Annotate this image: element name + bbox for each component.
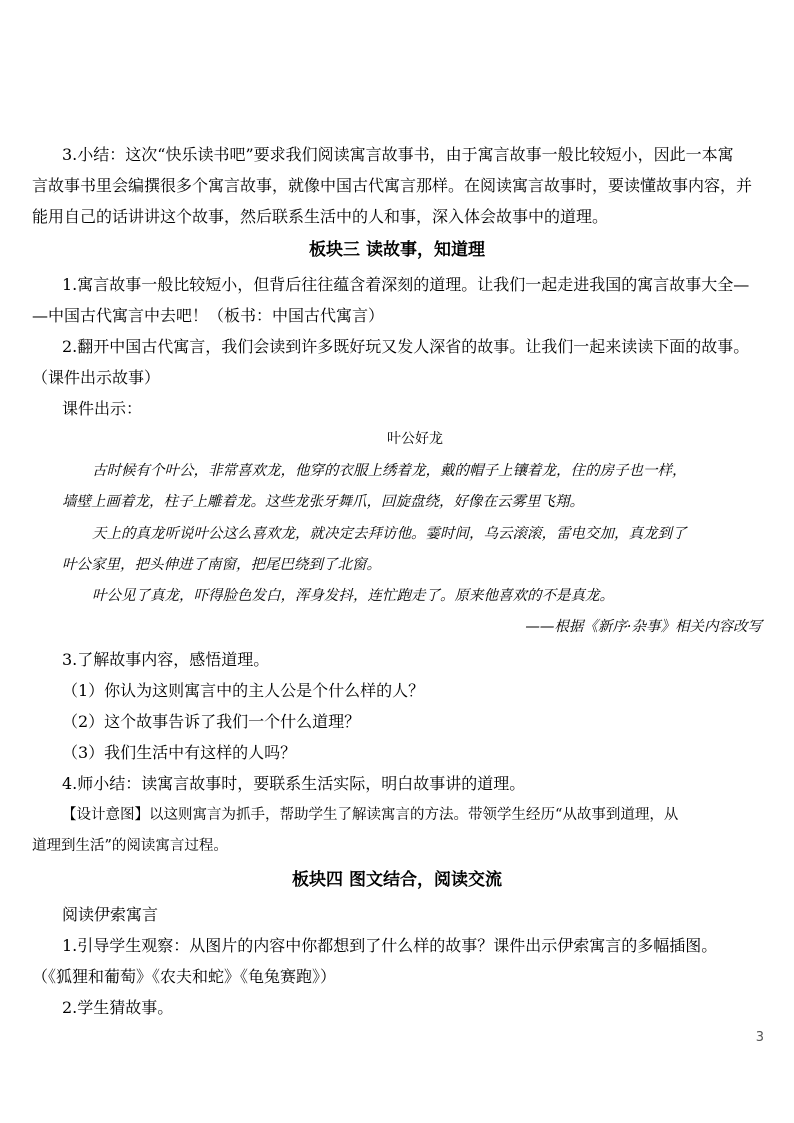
question-item: （2）这个故事告诉了我们一个什么道理？	[62, 712, 361, 731]
paragraph-line: 2.翻开中国古代寓言，我们会读到许多既好玩又发人深省的故事。让我们一起来读读下面的故事。	[62, 337, 750, 356]
page-number: 3	[755, 1030, 764, 1045]
question-item: （1）你认为这则寓言中的主人公是个什么样的人？	[62, 681, 425, 700]
paragraph-line: —中国古代寓言中去吧！（板书：中国古代寓言）	[32, 306, 385, 325]
story-line: 天上的真龙听说叶公这么喜欢龙，就决定去拜访他。霎时间，乌云滚滚，雷电交加，真龙到了	[92, 526, 687, 542]
story-source: ——根据《新序·杂事》相关内容改写	[525, 619, 762, 635]
paragraph-line: 3.了解故事内容，感悟道理。	[62, 650, 270, 669]
story-line: 叶公见了真龙，吓得脸色发白，浑身发抖，连忙跑走了。原来他喜欢的不是真龙。	[92, 588, 614, 604]
paragraph-line: 1.引导学生观察：从图片的内容中你都想到了什么样的故事？课件出示伊索寓言的多幅插图。	[62, 936, 718, 955]
design-intent-line: 道理到生活”的阅读寓言过程。	[32, 838, 228, 854]
paragraph-line: （《狐狸和葡萄》《农夫和蛇》《龟兔赛跑》）	[32, 967, 337, 986]
story-line: 叶公家里，把头伸进了南窗，把尾巴绕到了北窗。	[62, 557, 381, 573]
design-intent-line: 【设计意图】以这则寓言为抓手，帮助学生了解读寓言的方法。带领学生经历“从故事到道理，从	[62, 807, 679, 823]
paragraph-line: 课件出示：	[62, 399, 143, 418]
paragraph-line: 2.学生猜故事。	[62, 998, 174, 1017]
story-line: 古时候有个叶公，非常喜欢龙，他穿的衣服上绣着龙，戴的帽子上镶着龙，住的房子也一样，	[92, 463, 687, 479]
section-heading: 板块三 读故事，知道理	[309, 240, 485, 260]
story-line: 墙壁上画着龙，柱子上雕着龙。这些龙张牙舞爪，回旋盘绕，好像在云雾里飞翔。	[62, 494, 584, 510]
summary-line: 3.小结：这次“快乐读书吧”要求我们阅读寓言故事书，由于寓言故事一般比较短小，因此一本寓	[62, 145, 734, 164]
paragraph-line: 4.师小结：读寓言故事时，要联系生活实际，明白故事讲的道理。	[62, 774, 526, 793]
paragraph-line: （课件出示故事）	[32, 368, 161, 387]
question-item: （3）我们生活中有这样的人吗？	[62, 743, 297, 762]
section-heading: 板块四 图文结合，阅读交流	[292, 870, 502, 890]
paragraph-line: 阅读伊索寓言	[62, 905, 159, 924]
summary-line: 言故事书里会编撰很多个寓言故事，就像中国古代寓言那样。在阅读寓言故事时，要读懂故事内容，并	[32, 176, 753, 195]
story-title: 叶公好龙	[387, 431, 443, 447]
paragraph-line: 1.寓言故事一般比较短小，但背后往往蕴含着深刻的道理。让我们一起走进我国的寓言故事大全—	[62, 275, 750, 294]
summary-line: 能用自己的话讲讲这个故事，然后联系生活中的人和事，深入体会故事中的道理。	[32, 207, 609, 226]
